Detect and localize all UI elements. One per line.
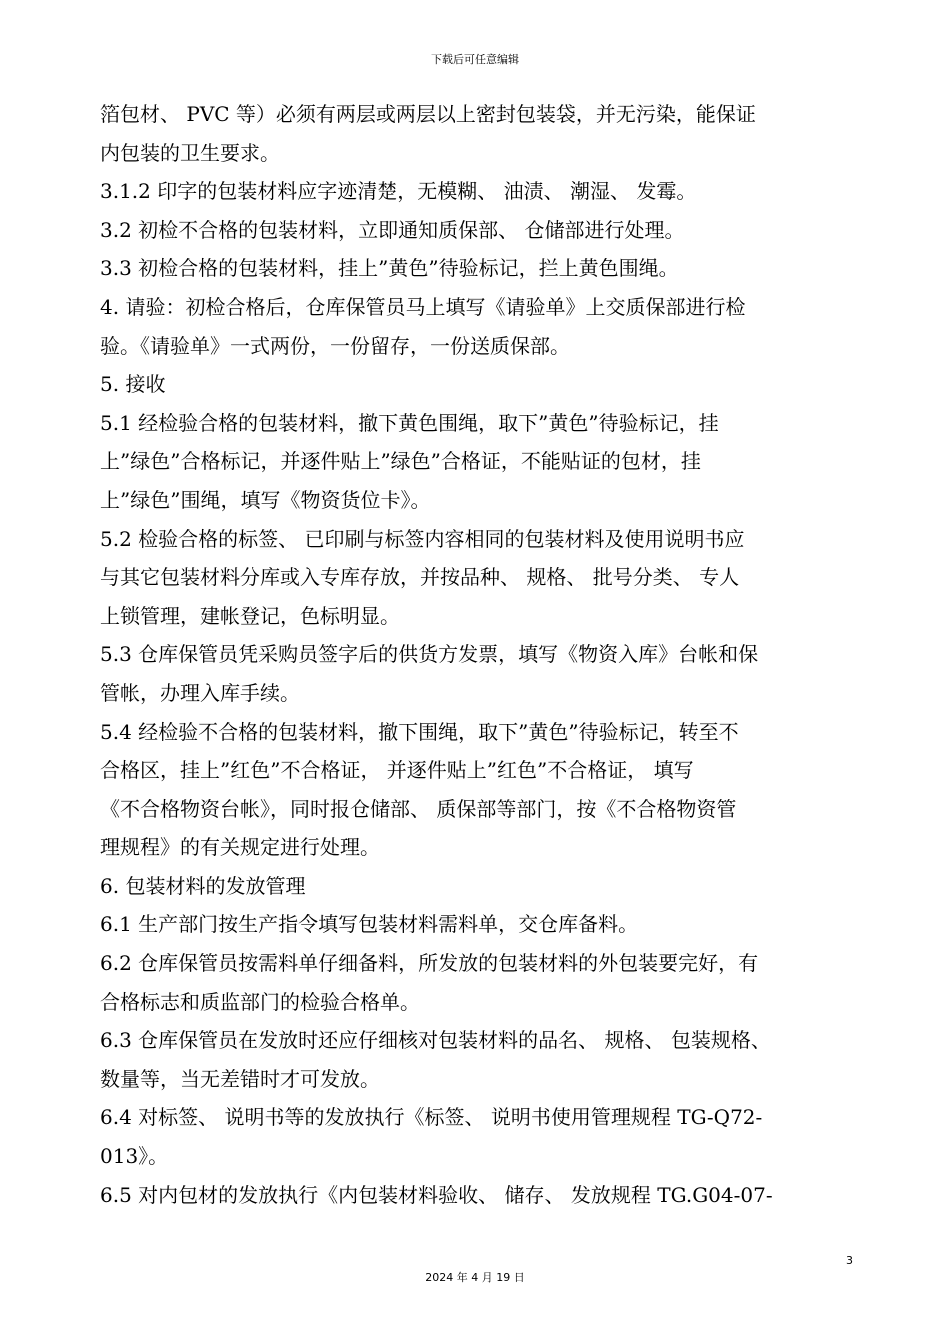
text-line: 上锁管理，建帐登记，色标明显。 — [100, 603, 400, 628]
text-line: 5.2 检验合格的标签、 已印刷与标签内容相同的包装材料及使用说明书应 — [100, 526, 745, 551]
text-line: 上”绿色”合格标记，并逐件贴上”绿色”合格证，不能贴证的包材，挂 — [100, 449, 701, 474]
text-line: 5.3 仓库保管员凭采购员签字后的供货方发票，填写《物资入库》台帐和保 — [100, 642, 759, 667]
text-line: 5.4 经检验不合格的包装材料，撤下围绳，取下”黄色”待验标记，转至不 — [100, 719, 739, 744]
text-line: 5.1 经检验合格的包装材料，撤下黄色围绳，取下”黄色”待验标记，挂 — [100, 410, 719, 435]
page-number: 3 — [846, 1254, 853, 1267]
text-line: 内包装的卫生要求。 — [100, 140, 280, 165]
text-line: 《不合格物资台帐》，同时报仓储部、 质保部等部门，按《不合格物资管 — [100, 796, 737, 821]
text-line: 管帐，办理入库手续。 — [100, 680, 300, 705]
text-line: 3.1.2 印字的包装材料应字迹清楚，无模糊、 油渍、 潮湿、 发霉。 — [100, 179, 697, 204]
text-line: 与其它包装材料分库或入专库存放，并按品种、 规格、 批号分类、 专人 — [100, 565, 740, 590]
text-line: 6.1 生产部门按生产指令填写包装材料需料单，交仓库备料。 — [100, 912, 639, 937]
text-line: 数量等，当无差错时才可发放。 — [100, 1066, 380, 1091]
text-line: 箔包材、 PVC 等）必须有两层或两层以上密封包装袋，并无污染，能保证 — [100, 102, 756, 126]
text-line: 6.2 仓库保管员按需料单仔细备料，所发放的包装材料的外包装要完好，有 — [100, 951, 759, 976]
text-line: 6.3 仓库保管员在发放时还应仔细核对包装材料的品名、 规格、 包装规格、 — [100, 1028, 771, 1053]
text-line: 6.5 对内包材的发放执行《内包装材料验收、 储存、 发放规程 TG.G04-07- — [100, 1182, 773, 1207]
text-line: 3.3 初检合格的包装材料，挂上”黄色”待验标记，拦上黄色围绳。 — [100, 256, 679, 281]
text-line: 6.4 对标签、 说明书等的发放执行《标签、 说明书使用管理规程 TG-Q72- — [100, 1105, 763, 1130]
section-heading: 6. 包装材料的发放管理 — [100, 873, 306, 898]
text-line: 4. 请验：初检合格后，仓库保管员马上填写《请验单》上交质保部进行检 — [100, 294, 746, 319]
section-heading: 5. 接收 — [100, 372, 166, 397]
page-header: 下载后可任意编辑 — [431, 53, 519, 66]
text-line: 合格区，挂上”红色”不合格证， 并逐件贴上”红色”不合格证， 填写 — [100, 758, 694, 783]
text-line: 验。《请验单》一式两份，一份留存，一份送质保部。 — [100, 333, 570, 358]
text-line: 上”绿色”围绳，填写《物资货位卡》。 — [100, 487, 431, 512]
text-line: 013》。 — [100, 1144, 169, 1169]
footer-date: 2024 年 4 月 19 日 — [425, 1271, 525, 1284]
text-line: 理规程》的有关规定进行处理。 — [100, 835, 380, 860]
document-body — [100, 95, 870, 1214]
text-line: 3.2 初检不合格的包装材料，立即通知质保部、 仓储部进行处理。 — [100, 217, 685, 242]
text-line: 合格标志和质监部门的检验合格单。 — [100, 989, 420, 1014]
